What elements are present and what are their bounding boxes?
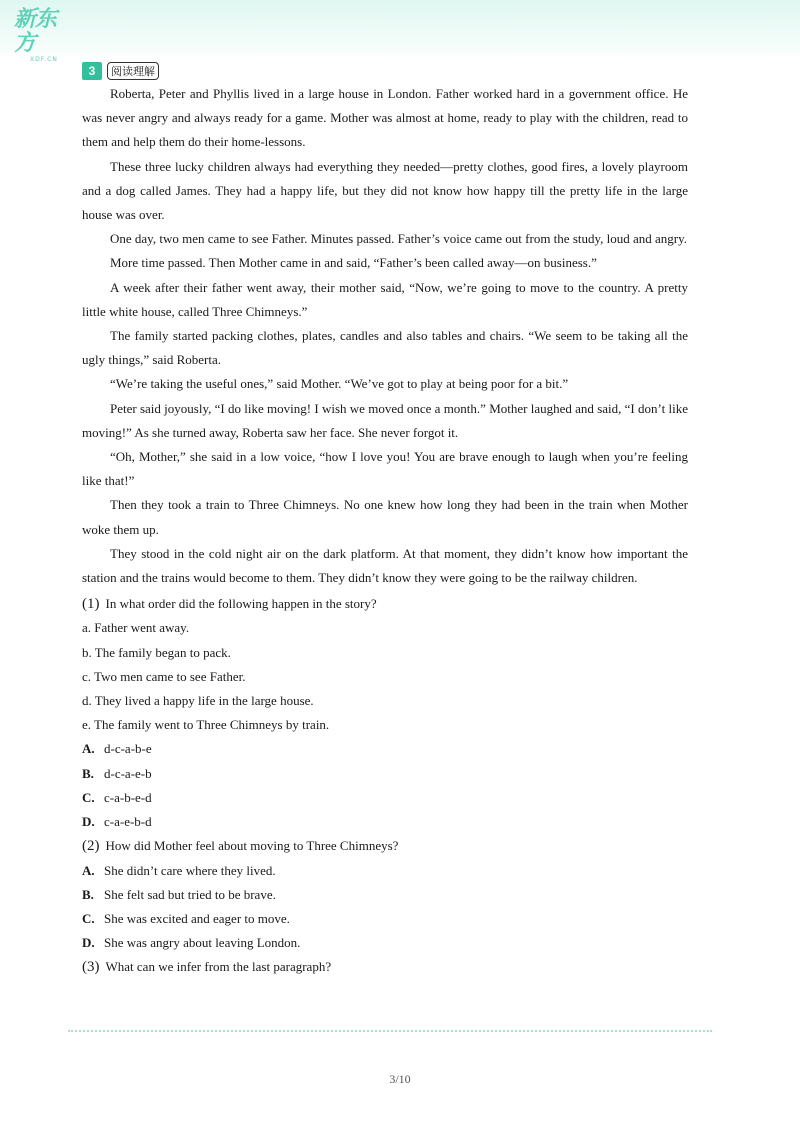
passage-paragraph: More time passed. Then Mother came in and said, “Father’s been called away—on business.” — [110, 255, 597, 271]
footer-divider — [68, 1030, 712, 1032]
event-item: a. Father went away. — [82, 620, 190, 636]
option-letter: A. — [82, 741, 95, 757]
passage-paragraph: Roberta, Peter and Phyllis lived in a large house in London. Father worked hard in a government office. He was never angry and always ready for a game. Mother was almost at home, ready to play with the children, read to them and help them do their home-lessons. — [82, 86, 688, 150]
question-header — [82, 60, 688, 82]
event-item: b. The family began to pack. — [82, 644, 231, 660]
passage-paragraph: One day, two men came to see Father. Minutes passed. Father’s voice came out from the study, loud and angry. — [110, 231, 688, 247]
option-letter: B. — [82, 886, 94, 902]
option-letter: D. — [82, 935, 95, 951]
question-3-stem — [82, 955, 688, 979]
option-text: She was excited and eager to move. — [104, 910, 290, 926]
question-2-number: (2) — [82, 838, 100, 855]
answer-option-b — [82, 883, 688, 907]
event-item: e. The family went to Three Chimneys by train. — [82, 717, 330, 733]
option-text: c-a-e-b-d — [104, 814, 152, 830]
event-item: c. Two men came to see Father. — [82, 668, 246, 684]
option-text: She didn’t care where they lived. — [104, 862, 276, 878]
question-3-number: (3) — [82, 959, 100, 976]
reading-passage — [82, 82, 688, 590]
question-type-tag: 阅读理解 — [107, 62, 159, 80]
question-list — [82, 592, 688, 979]
question-number-badge: 3 — [82, 62, 102, 80]
question-2-text: How did Mother feel about moving to Three Chimneys? — [105, 838, 399, 854]
logo-text: 新东方 — [14, 7, 57, 56]
passage-paragraph: A week after their father went away, their mother said, “Now, we’re going to move to the country. A pretty little white house, called Three Chimneys.” — [82, 279, 688, 319]
passage-paragraph: Then they took a train to Three Chimneys. No one knew how long they had been in the train when Mother woke them up. — [82, 497, 688, 537]
answer-option-d — [82, 810, 688, 834]
option-text: She felt sad but tried to be brave. — [104, 886, 276, 902]
option-text: She was angry about leaving London. — [104, 935, 301, 951]
option-letter: C. — [82, 789, 95, 805]
answer-option-b — [82, 762, 688, 786]
answer-option-c — [82, 907, 688, 931]
question-1-number: (1) — [82, 596, 100, 613]
question-1-stem — [82, 592, 688, 616]
option-letter: B. — [82, 765, 94, 781]
option-letter: D. — [82, 814, 95, 830]
option-text: d-c-a-b-e — [104, 741, 152, 757]
option-text: c-a-b-e-d — [104, 789, 152, 805]
answer-option-c — [82, 786, 688, 810]
logo-subtext: XDF.CN — [30, 56, 58, 63]
page-header — [0, 0, 800, 60]
answer-option-d — [82, 931, 688, 955]
question-2-stem — [82, 834, 688, 858]
answer-option-a — [82, 737, 688, 761]
passage-paragraph: Peter said joyously, “I do like moving! I wish we moved once a month.” Mother laughed and said, “I don’t like moving!” As she turned away, Roberta saw her face. She never forgot it. — [82, 400, 688, 440]
xdf-logo — [14, 7, 74, 63]
page-number: 3/10 — [389, 1072, 411, 1086]
option-text: d-c-a-e-b — [104, 765, 152, 781]
passage-paragraph: They stood in the cold night air on the dark platform. At that moment, they didn’t know how important the station and the trains would become to them. They didn’t know they were going to be the railway children. — [82, 545, 688, 586]
option-letter: C. — [82, 910, 95, 926]
passage-paragraph: These three lucky children always had everything they needed—pretty clothes, good fires, a lovely playroom and a dog called James. They had a happy life, but they did not know how happy till the pretty life in the large house was over. — [82, 158, 688, 223]
passage-paragraph: “We’re taking the useful ones,” said Mother. “We’ve got to play at being poor for a bit.” — [110, 376, 569, 392]
event-item: d. They lived a happy life in the large house. — [82, 693, 314, 709]
question-3-text: What can we infer from the last paragraph? — [105, 959, 332, 975]
passage-paragraph: “Oh, Mother,” she said in a low voice, “how I love you! You are brave enough to laugh when you’re feeling like that!” — [82, 449, 688, 489]
option-letter: A. — [82, 862, 95, 878]
passage-paragraph: The family started packing clothes, plates, candles and also tables and chairs. “We seem to be taking all the ugly things,” said Roberta. — [82, 328, 688, 368]
question-1-text: In what order did the following happen in the story? — [105, 596, 377, 612]
answer-option-a — [82, 859, 688, 883]
document-content — [82, 60, 688, 980]
